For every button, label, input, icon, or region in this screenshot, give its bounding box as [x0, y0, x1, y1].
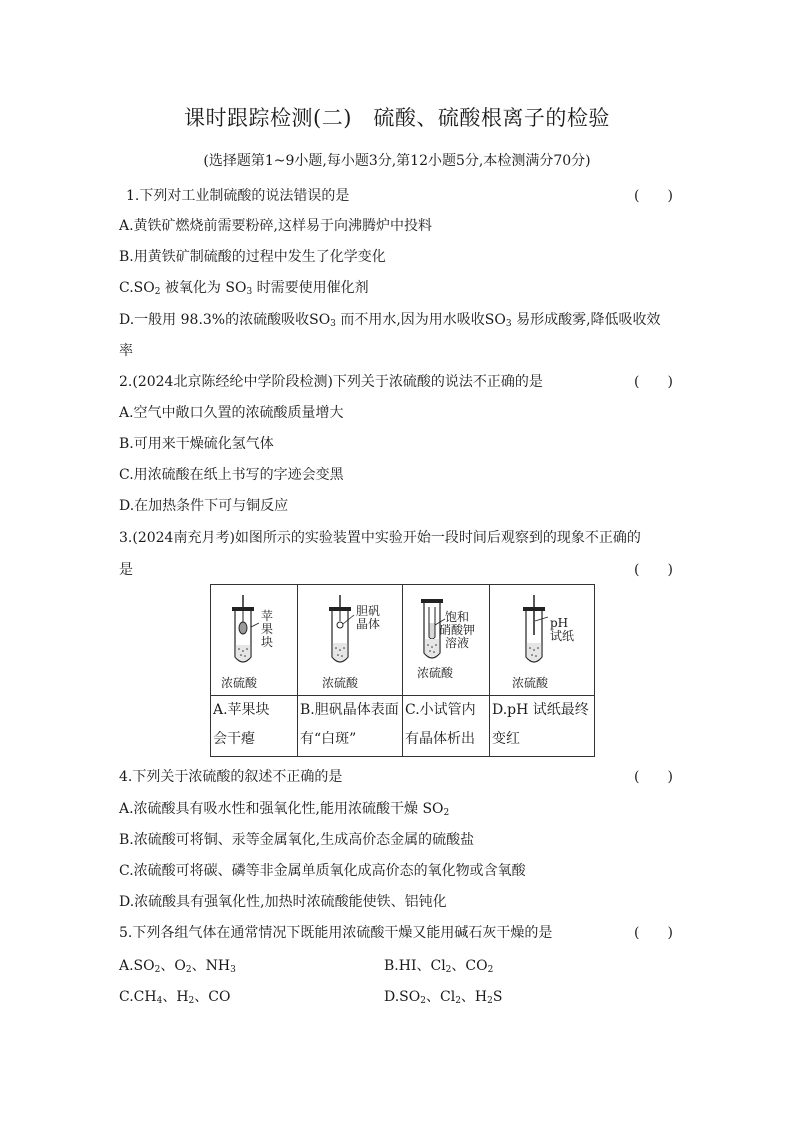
q1-c-text-3: 时需要使用催化剂 — [256, 280, 369, 296]
q5-d-part: 、H — [460, 989, 488, 1005]
q5-option-a — [119, 956, 236, 976]
q1-option-c — [119, 278, 369, 298]
option-d-line2: 变红 — [492, 731, 520, 747]
subscript: 2 — [185, 965, 192, 975]
q5-a-part: 、NH — [191, 958, 231, 974]
option-b-line1: B.胆矾晶体表面 — [300, 702, 399, 718]
q5-option-b — [384, 956, 493, 976]
q5-d-part: D.SO — [384, 989, 421, 1005]
q5-option-c — [119, 987, 230, 1007]
apparatus-a-cell — [211, 585, 298, 696]
q4-stem: 4.下列关于浓硫酸的叙述不正确的是 — [119, 769, 343, 785]
q1-option-b: B.用黄铁矿制硫酸的过程中发生了化学变化 — [119, 249, 386, 265]
option-b-line2: 有“白斑” — [300, 731, 357, 747]
experiment-table — [210, 584, 595, 757]
q1-d-text-3: 易形成酸雾,降低吸收效 — [516, 312, 661, 328]
subscript: 2 — [487, 996, 493, 1006]
copper-sulfate-label: 胆矾 晶体 — [356, 604, 381, 631]
q5-b-part: B.HI、Cl — [384, 958, 446, 974]
subscript: 2 — [487, 965, 494, 975]
q4-option-b: B.浓硫酸可将铜、汞等金属氧化,生成高价态金属的硫酸盐 — [119, 832, 475, 848]
option-a-cell — [211, 696, 298, 757]
q2-option-c: C.用浓硫酸在纸上书写的字迹会变黑 — [119, 467, 344, 483]
q2-option-a: A.空气中敞口久置的浓硫酸质量增大 — [119, 405, 344, 421]
q4-answer-paren: ( ) — [634, 769, 673, 785]
q4-a-text: A.浓硫酸具有吸水性和强氧化性,能用浓硫酸干燥 SO — [119, 801, 444, 817]
q3-answer-paren: ( ) — [634, 562, 673, 578]
subscript: 2 — [445, 965, 452, 975]
q2-stem: 2.(2024北京陈经纶中学阶段检测)下列关于浓硫酸的说法不正确的是 — [119, 374, 543, 390]
q1-option-d-cont: 率 — [119, 343, 133, 359]
q5-d-part: 、Cl — [425, 989, 456, 1005]
subscript: 3 — [230, 965, 236, 975]
q2-option-d: D.在加热条件下可与铜反应 — [119, 498, 289, 514]
q3-stem-line2: 是 — [119, 562, 133, 578]
q2-option-b: B.可用来干燥硫化氢气体 — [119, 436, 274, 452]
q1-d-text-1: D.一般用 98.3%的浓硫酸吸收SO — [119, 312, 331, 328]
subscript: 3 — [330, 319, 336, 329]
q5-c-part: 、H — [162, 989, 189, 1005]
subscript: 2 — [455, 996, 461, 1006]
q2-answer-paren: ( ) — [634, 374, 673, 390]
page-title: 课时跟踪检测(二) 硫酸、硫酸根离子的检验 — [184, 106, 610, 130]
q1-d-text-2: 而不用水,因为用水吸收SO — [340, 312, 506, 328]
q5-a-part: A.SO — [119, 958, 155, 974]
subscript: 2 — [420, 996, 426, 1006]
apparatus-d-cell — [490, 585, 595, 696]
q3-stem-line1: 3.(2024南充月考)如图所示的实验装置中实验开始一段时间后观察到的现象不正确的 — [119, 530, 641, 546]
option-a-line2: 会干瘪 — [213, 731, 255, 747]
page-subtitle: (选择题第1~9小题,每小题3分,第12小题5分,本检测满分70分) — [203, 153, 591, 169]
q1-c-text-1: C.SO — [119, 280, 155, 296]
option-a-line1: A.苹果块 — [213, 702, 270, 718]
q1-answer-paren: ( ) — [634, 188, 673, 204]
q5-stem: 5.下列各组气体在通常情况下既能用浓硫酸干燥又能用碱石灰干燥的是 — [119, 925, 553, 941]
apparatus-b-cell — [298, 585, 403, 696]
q5-c-part: 、CO — [194, 989, 231, 1005]
q5-answer-paren: ( ) — [634, 925, 673, 941]
q1-option-d — [119, 310, 661, 330]
option-c-line1: C.小试管内 — [405, 702, 476, 718]
option-d-line1: D.pH 试纸最终 — [492, 702, 589, 718]
q5-a-part: 、O — [160, 958, 186, 974]
apple-label: 苹 果 块 — [261, 609, 274, 649]
q5-b-part: 、CO — [451, 958, 488, 974]
q5-option-d — [384, 987, 502, 1007]
option-b-cell — [298, 696, 403, 757]
acid-label-b: 浓硫酸 — [322, 676, 359, 690]
option-d-cell — [490, 696, 595, 757]
option-c-line2: 有晶体析出 — [405, 731, 475, 747]
option-c-cell — [403, 696, 490, 757]
q1-stem: 1.下列对工业制硫酸的说法错误的是 — [126, 188, 350, 204]
subscript: 2 — [154, 965, 161, 975]
q4-option-c: C.浓硫酸可将碳、磷等非金属单质氧化成高价态的氧化物或含氧酸 — [119, 863, 526, 879]
acid-label-c: 浓硫酸 — [417, 666, 454, 680]
q5-d-part: S — [492, 989, 503, 1005]
apparatus-c-cell — [403, 585, 490, 696]
acid-label-d: 浓硫酸 — [512, 676, 549, 690]
potassium-nitrate-label: 饱和 硝酸钾 溶液 — [439, 610, 476, 650]
acid-label-a: 浓硫酸 — [221, 676, 258, 690]
subscript: 2 — [443, 808, 450, 818]
subscript: 3 — [246, 287, 253, 297]
subscript: 4 — [156, 996, 163, 1006]
subscript: 3 — [505, 319, 512, 329]
subscript: 2 — [154, 287, 161, 297]
q4-option-a — [119, 799, 449, 819]
q1-option-a: A.黄铁矿燃烧前需要粉碎,这样易于向沸腾炉中投料 — [119, 218, 433, 234]
q1-c-text-2: 被氧化为 SO — [164, 280, 247, 296]
subscript: 2 — [188, 996, 195, 1006]
q5-c-part: C.CH — [119, 989, 157, 1005]
ph-paper-label: pH 试纸 — [550, 616, 575, 643]
q4-option-d: D.浓硫酸具有强氧化性,加热时浓硫酸能使铁、铝钝化 — [119, 894, 447, 910]
